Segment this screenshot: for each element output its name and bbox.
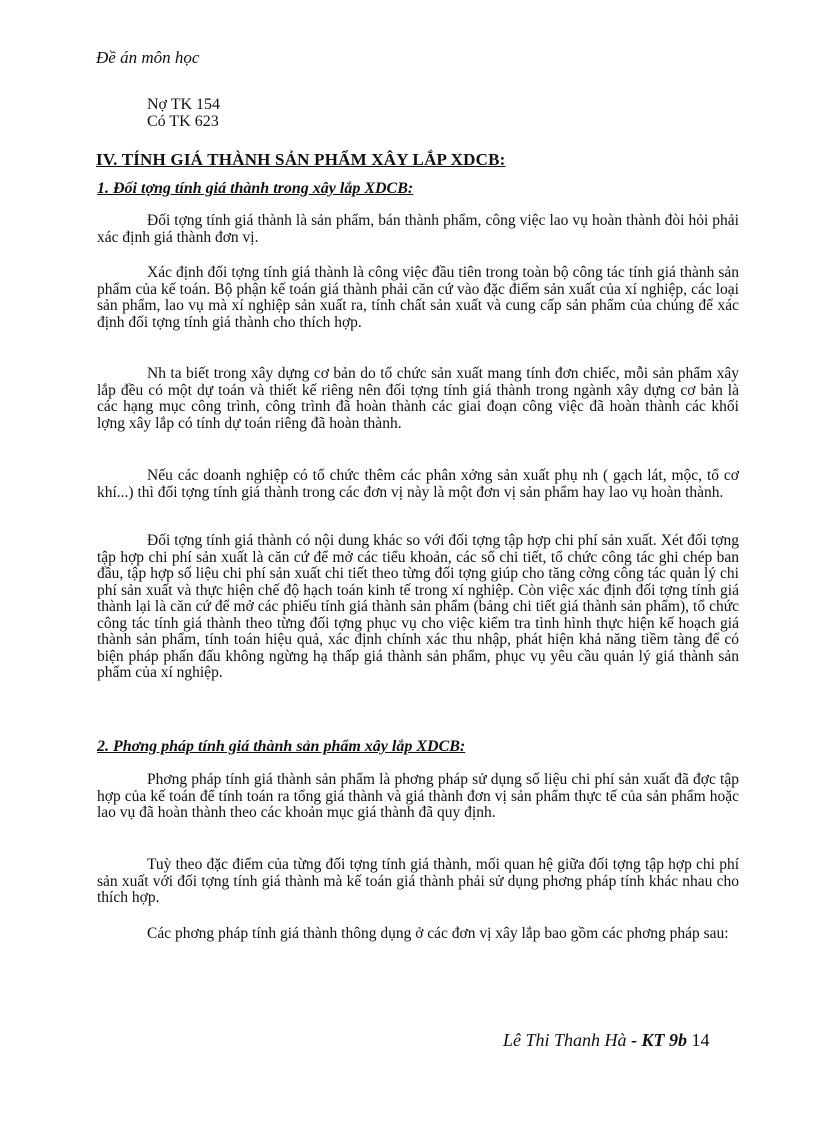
paragraph: Phơng pháp tính giá thành sản phẩm là phơng pháp sử dụng số liệu chi phí sản xuất đã đợc tập hợp của kế toán để tính toán ra tổng giá thành và giá thành đơn vị sản phẩm thực tế của sản phẩm hoặc lao vụ đã hoàn thành theo các khoản mục giá thành đã quy định. (97, 771, 739, 821)
paragraph: Nếu các doanh nghiệp có tổ chức thêm các phân xởng sản xuất phụ nh ( gạch lát, mộc, tổ cơ khí...) thì đối tợng tính giá thành trong các đơn vị này là một đơn vị sản phẩm hay lao vụ hoàn thành. (97, 467, 739, 501)
credit-account: Có TK 623 (147, 113, 219, 130)
paragraph: Nh ta biết trong xây dựng cơ bản do tổ chức sản xuất mang tính đơn chiếc, mỗi sản phẩm xây lắp đều có một dự toán và thiết kế riêng nên đối tợng tính giá thành trong ngành xây dựng cơ bản là các hạng mục công trình, công trình đã hoàn thành các giai đoạn công việc đã hoàn thành các khối lợng xây lắp có tính dự toán riêng đã hoàn thành. (97, 365, 739, 432)
document-header-title: Đề án môn học (96, 48, 200, 67)
paragraph: Đối tợng tính giá thành là sản phẩm, bán thành phẩm, công việc lao vụ hoàn thành đòi hỏi phải xác định giá thành đơn vị. (97, 212, 739, 246)
account-entry (147, 96, 220, 130)
subheading-cost-object: 1. Đối tợng tính giá thành trong xây lắp XDCB: (97, 180, 414, 197)
paragraph: Xác định đối tợng tính giá thành là công việc đầu tiên trong toàn bộ công tác tính giá thành sản phẩm của kế toán. Bộ phận kế toán giá thành phải căn cứ vào đặc điểm sản xuất của xí nghiệp, các loại sản phẩm, lao vụ mà xí nghiệp sản xuất ra, tính chất sản xuất và cung cấp sản phẩm của chúng để xác định đối tợng tính giá thành cho thích hợp. (97, 264, 739, 331)
page-number: 14 (691, 1030, 710, 1050)
debit-account: Nợ TK 154 (147, 96, 221, 113)
paragraph: Các phơng pháp tính giá thành thông dụng ở các đơn vị xây lắp bao gồm các phơng pháp sau: (147, 925, 729, 942)
section-heading: IV. TÍNH GIÁ THÀNH SẢN PHẨM XÂY LẮP XDCB: (96, 150, 506, 169)
footer-class-code: KT 9b (641, 1030, 688, 1050)
subheading-costing-method: 2. Phơng pháp tính giá thành sản phẩm xây lắp XDCB: (97, 738, 466, 755)
footer-separator: - (626, 1030, 642, 1050)
paragraph: Tuỳ theo đặc điểm của từng đối tợng tính giá thành, mối quan hệ giữa đối tợng tập hợp chi phí sản xuất với đối tợng tính giá thành mà kế toán giá thành phải sử dụng phơng pháp tính khác nhau cho thích hợp. (97, 856, 739, 906)
paragraph: Đối tợng tính giá thành có nội dung khác so với đối tợng tập hợp chi phí sản xuất. Xét đối tợng tập hợp chi phí sản xuất là căn cứ để mở các tiểu khoản, các sổ chi tiết, tổ chức công tác ghi chép ban đầu, tập hợp số liệu chi phí sản xuất chi tiết theo từng đối tợng giúp cho tăng cờng công tác quản lý chi phí sản xuất và thực hiện chế độ hạch toán kinh tế trong xí nghiệp. Còn việc xác định đối tợng tính giá thành lại là căn cứ để mở các phiếu tính giá thành sản phẩm (bảng chi tiết giá thành sản phẩm), tổ chức công tác tính giá thành theo từng đối tợng phục vụ cho việc kiểm tra tình hình thực hiện kế hoạch giá thành sản phẩm, tính toán hiệu quả, xác định chính xác thu nhập, phát hiện khả năng tiềm tàng để có biện pháp phấn đấu không ngừng hạ thấp giá thành sản phẩm, phục vụ yêu cầu quản lý giá thành sản phẩm của xí nghiệp. (97, 532, 739, 681)
footer-author: Lê Thi Thanh Hà (503, 1030, 627, 1050)
page-footer (503, 1030, 710, 1051)
